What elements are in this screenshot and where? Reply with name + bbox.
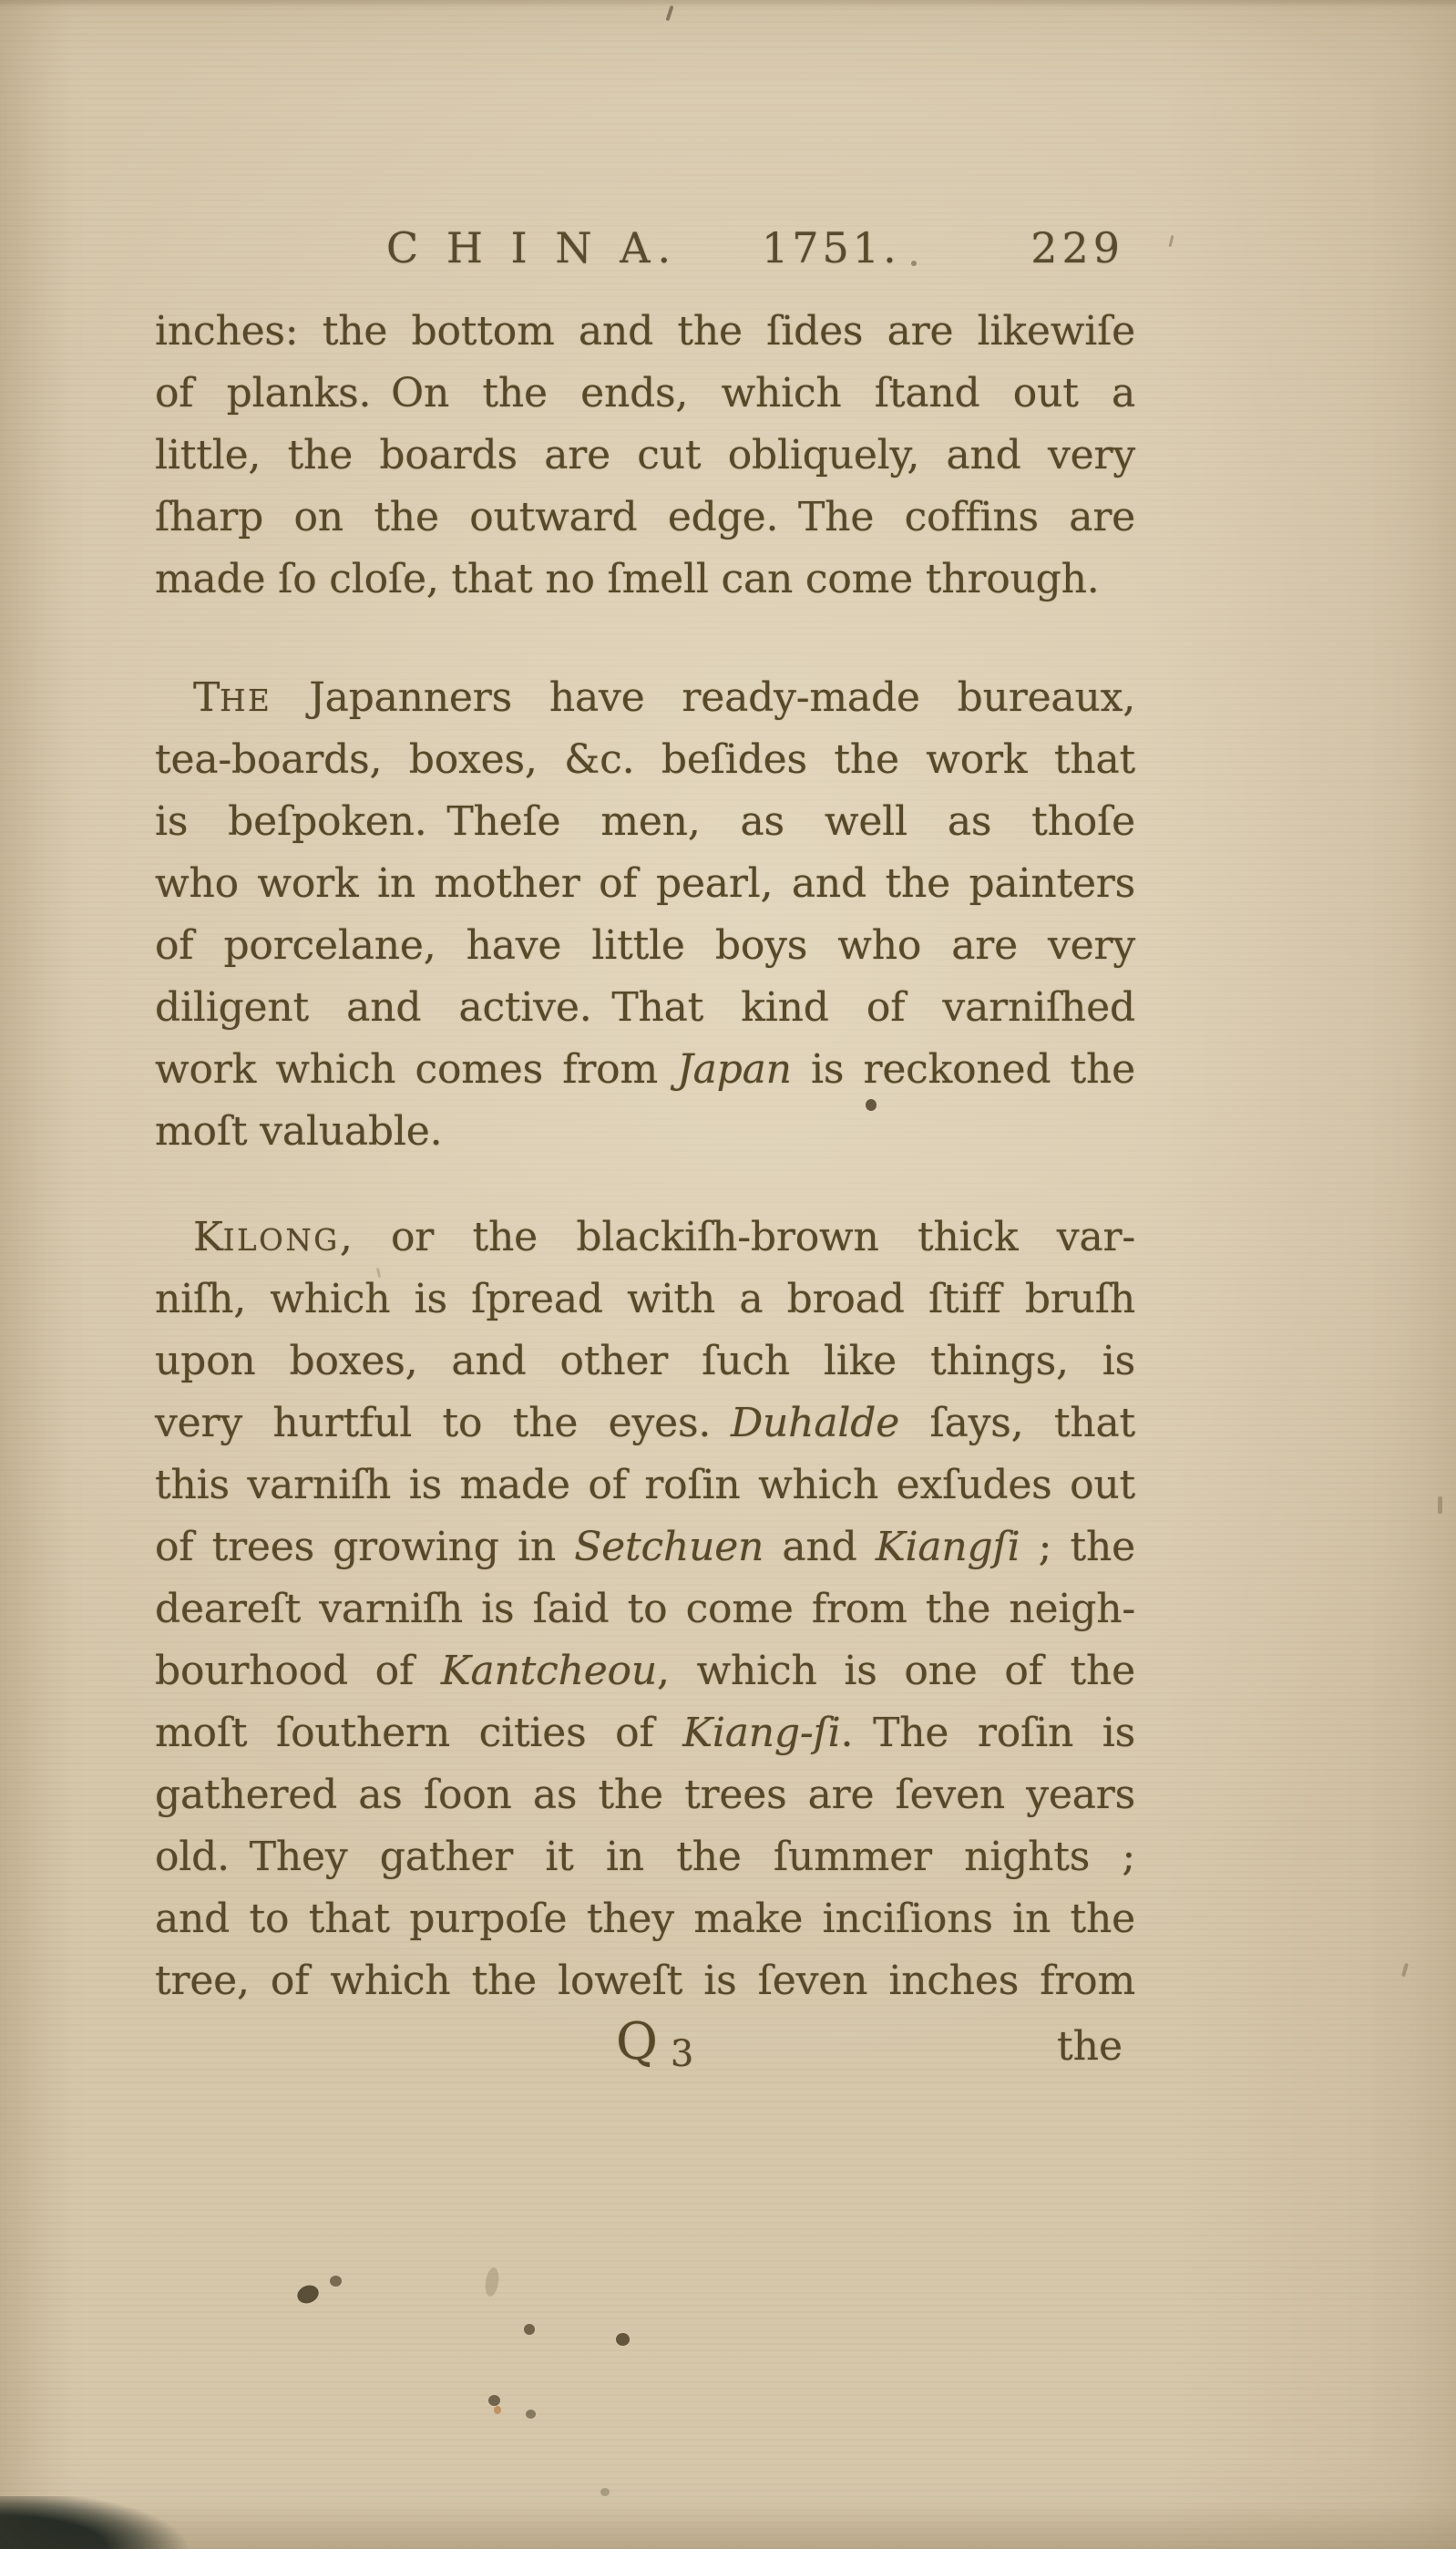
scan-mark (1168, 235, 1174, 247)
text-run: of porcelane, have little boys who are very (155, 922, 1135, 969)
text-line (155, 1702, 1135, 1764)
italic-word: Kiangſi (875, 1524, 1020, 1570)
text-run: little, the boards are cut obliquely, and very (155, 432, 1135, 478)
text-line (155, 977, 1135, 1039)
text-run: work which comes from (155, 1046, 678, 1093)
paragraph (155, 301, 1135, 611)
ink-smudge (484, 2266, 501, 2297)
paragraph (155, 667, 1135, 1163)
italic-word: Japan (677, 1046, 792, 1093)
text-run: is beſpoken. Theſe men, as well as thoſe (155, 798, 1135, 845)
text-line (155, 853, 1135, 915)
text-line (155, 1888, 1135, 1950)
scan-mark (665, 5, 673, 21)
text-line (155, 1207, 1135, 1269)
text-run: diligent and active. That kind of varniſhed (155, 984, 1135, 1031)
text-run: ſays, that (899, 1400, 1135, 1446)
italic-word: Setchuen (574, 1524, 764, 1570)
ink-speck (294, 2282, 321, 2307)
signature-number: 3 (670, 2033, 694, 2075)
signature-mark (616, 2012, 694, 2075)
text-run: , or the blackiſh-brown thick var- (339, 1214, 1135, 1260)
text-run: ſharp on the outward edge. The coffins are (155, 494, 1135, 540)
footer-line (155, 2012, 1135, 2094)
text-run: is reckoned the (791, 1046, 1135, 1093)
ink-speck (330, 2276, 342, 2287)
text-line (155, 1950, 1135, 2012)
text-run: niſh, which is ſpread with a broad ſtiff bruſh (155, 1276, 1135, 1322)
text-line (155, 549, 1135, 611)
scan-mark (1438, 1496, 1442, 1514)
text-line (155, 1764, 1135, 1826)
page-year: 1751. (762, 223, 900, 272)
text-line (155, 667, 1135, 729)
page-corner-shadow (0, 2496, 196, 2549)
text-run: tea-boards, boxes, &c. beſides the work that (155, 736, 1135, 783)
page-edge-shadow (0, 2502, 1456, 2549)
text-run: ; the (1020, 1524, 1136, 1570)
text-line (155, 1516, 1135, 1578)
text-run: deareſt varniſh is ſaid to come from the neigh- (155, 1586, 1135, 1632)
page-number: 229 (1030, 223, 1124, 272)
text-run: K (193, 1214, 223, 1260)
text-run: ILONG (222, 1223, 340, 1258)
text-run: who work in mother of pearl, and the painters (155, 860, 1135, 907)
text-run: tree, of which the loweſt is ſeven inches from (155, 1958, 1135, 2004)
ink-speck (616, 2333, 630, 2346)
ink-speck (526, 2410, 536, 2419)
text-run: HE (220, 684, 272, 718)
catchword: the (1056, 2023, 1123, 2070)
text-line (155, 791, 1135, 853)
text-block (155, 301, 1135, 2012)
italic-word: Kantcheou (440, 1648, 657, 1694)
text-run: gathered as ſoon as the trees are ſeven years (155, 1772, 1135, 1818)
text-run: Japanners have ready-made bureaux, (272, 674, 1135, 721)
text-line (155, 1331, 1135, 1393)
text-line (155, 1578, 1135, 1640)
text-line (155, 301, 1135, 363)
text-run: and (764, 1524, 876, 1570)
scan-mark (1401, 1963, 1409, 1978)
text-line (155, 1269, 1135, 1331)
text-line (155, 915, 1135, 977)
text-run: made ſo cloſe, that no ſmell can come through. (155, 556, 1100, 602)
running-head (155, 221, 1135, 279)
text-run: this varniſh is made of roſin which exſudes out (155, 1462, 1135, 1508)
text-run: moſt ſouthern cities of (155, 1710, 683, 1756)
text-line (155, 729, 1135, 791)
text-run: , which is one of the (656, 1648, 1135, 1694)
text-run: old. They gather it in the ſummer nights ; (155, 1834, 1135, 1880)
text-run: and to that purpoſe they make inciſions in the (155, 1896, 1135, 1942)
text-run: moſt valuable. (155, 1108, 443, 1155)
italic-word: Duhalde (730, 1400, 900, 1446)
text-run: of trees growing in (155, 1524, 575, 1570)
text-line (155, 1393, 1135, 1454)
page-title: C H I N A. (386, 223, 679, 272)
text-line (155, 425, 1135, 487)
text-run: upon boxes, and other ſuch like things, is (155, 1338, 1135, 1384)
italic-word: Kiang-ſi (682, 1710, 841, 1756)
paragraph (155, 1207, 1135, 2012)
text-run: very hurtful to the eyes. (155, 1400, 731, 1446)
text-run: bourhood of (155, 1648, 441, 1694)
text-run: T (193, 674, 220, 721)
text-line (155, 1826, 1135, 1888)
ink-speck (488, 2395, 500, 2406)
ink-speck (600, 2488, 610, 2496)
text-run: inches: the bottom and the ſides are likewiſe (155, 308, 1135, 355)
text-line (155, 487, 1135, 549)
text-run: . The roſin is (840, 1710, 1135, 1756)
text-run: of planks. On the ends, which ſtand out a (155, 370, 1135, 416)
text-line (155, 1640, 1135, 1702)
signature-letter: Q (616, 2012, 658, 2071)
text-line (155, 1101, 1135, 1163)
text-line (155, 1454, 1135, 1516)
ink-speck (494, 2406, 501, 2414)
text-line (155, 1039, 1135, 1101)
ink-speck (524, 2324, 535, 2335)
text-line (155, 363, 1135, 425)
